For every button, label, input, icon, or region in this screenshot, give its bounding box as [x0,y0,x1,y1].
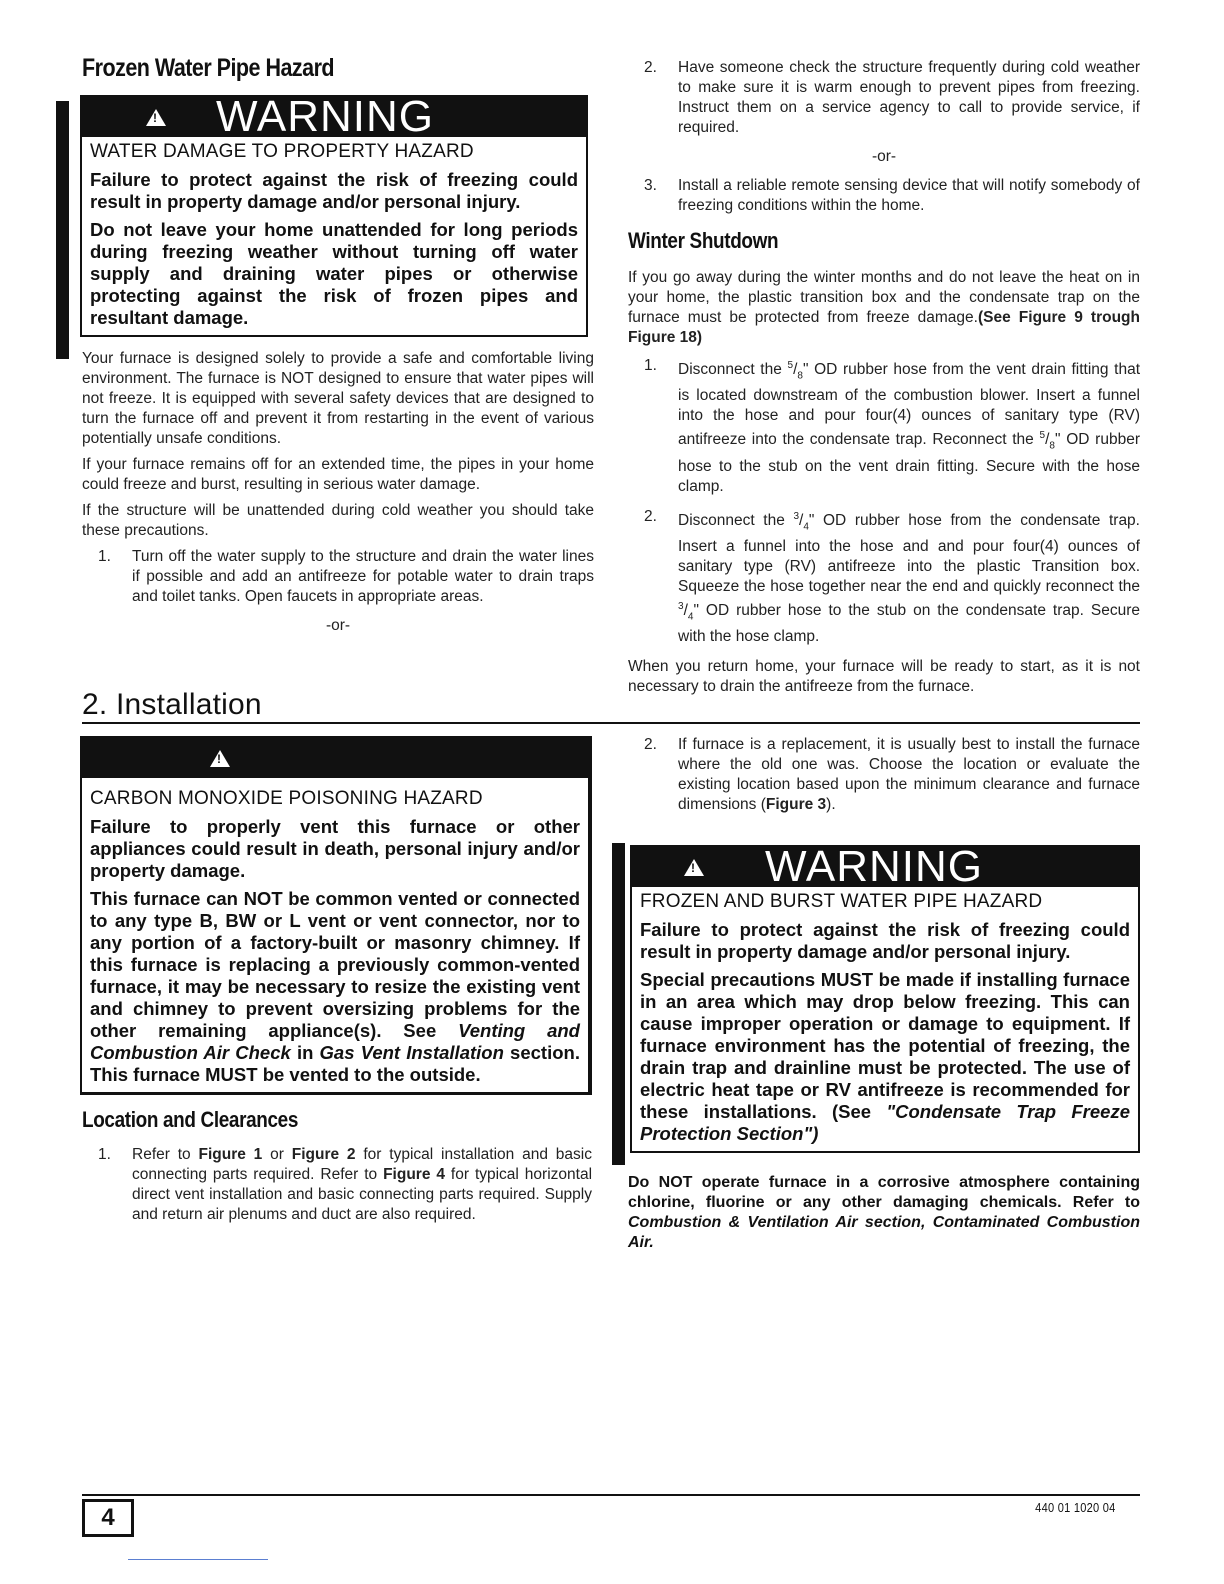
paragraph-furnace-off: If your furnace remains off for an extended time, the pipes in your home could freeze and burst, resulting in serious water damage. [82,456,594,493]
warning-paragraph-2: Do not leave your home unattended for long periods during freezing weather without turning off water supply and draining water pipes or otherwise protecting against the risk of frozen pipes and resultant damage. [90,219,578,328]
winter-shutdown-intro: If you go away during the winter months and do not leave the heat on in your home, the plastic transition box and the condensate trap on the furnace must be protected from freeze damage.(See Figure 9 trough Figure 18) [628,269,1140,346]
winter-shutdown-steps [628,356,1140,647]
precautions-list [82,547,594,607]
warning-sidebar-bar [56,101,69,359]
carbon-monoxide-caution-box [80,736,592,1095]
or-separator: -or- [871,148,897,165]
or-separator: -or- [325,617,351,634]
list-item: 1. Disconnect the $^5/_8$" OD rubber hose from the vent drain fitting that is located downstream of the combustion blower. Insert a funnel into the hose and pour four(4) ounces of sanitary type (RV) antifreeze into the condensate trap. Reconnect the $^5/_8$" OD rubber hose to the stub on the vent drain fitting. Secure with the hose clamp. [644,357,1141,495]
water-damage-warning-box [80,92,588,337]
corrosive-atmosphere-note: Do NOT operate furnace in a corrosive atmosphere containing chlorine, fluorine or any other damaging chemicals. Refer to Combustion & Ventilation Air section, Contaminated Combustion Air. [628,1174,1140,1251]
warning-hazard-title: WATER DAMAGE TO PROPERTY HAZARD [90,141,474,162]
list-item: 2. If furnace is a replacement, it is usually best to install the furnace where the old one was. Choose the location or evaluate the existing location based upon the minimum clearance and furnace dimensions (Figure 3). [644,736,1140,813]
section-rule [82,722,1140,724]
precautions-list-continued-2 [628,176,1140,216]
warning-banner [632,842,1138,891]
caution-hazard-title: CARBON MONOXIDE POISONING HAZARD [90,788,483,809]
warning-sidebar-bar [612,843,625,1165]
caution-banner [82,738,588,778]
precautions-list-continued [628,58,1140,138]
location-steps [82,1145,592,1225]
warning-title: WARNING [215,92,435,141]
right-column-top [628,58,1140,703]
warning-banner [82,92,586,141]
paragraph-furnace-design: Your furnace is designed solely to provide a safe and comfortable living environment. The furnace is NOT designed to ensure that water pipes will not freeze. It is equipped with several safety devices that are designed to turn the furnace off and prevent it from restarting in the event of various potentially unsafe conditions. [82,350,594,447]
frozen-pipe-heading: Frozen Water Pipe Hazard [82,54,335,82]
warning-title: WARNING [764,842,984,891]
caution-paragraph-2: This furnace can NOT be common vented or connected to any type B, BW or L vent or vent connector, nor to any portion of a factory-built or masonry chimney. If this furnace is replacing a previously common-vented furnace, it may be necessary to resize the existing vent and chimney to prevent oversizing problems for the other remaining appliance(s). See Venting and Combustion Air Check in Gas Vent Installation section. This furnace MUST be vented to the outside. [90,888,580,1085]
left-column-top [82,54,594,645]
list-item: 2. Have someone check the structure frequently during cold weather to make sure it is warm enough to prevent pipes from freezing. Instruct them on a service agency to call to provide service, if required. [644,59,1140,136]
footer-rule [82,1494,1140,1496]
winter-shutdown-heading: Winter Shutdown [628,228,779,253]
right-column-bottom [628,735,1140,1259]
page-number: 4 [82,1499,134,1537]
warning-paragraph-2: Special precautions MUST be made if installing furnace in an area which may drop below freezing. This can cause improper operation or damage to equipment. If furnace environment has the potential of freezing, the drain trap and drainline must be protected. The use of electric heat tape or RV antifreeze is recommended for these installations. (See "Condensate Trap Freeze Protection Section") [640,969,1130,1144]
location-steps-continued [628,735,1140,815]
paragraph-unattended: If the structure will be unattended during cold weather you should take these precautions. [82,502,594,539]
list-item: 2. Disconnect the $^3/_4$" OD rubber hose from the condensate trap. Insert a funnel into the hose and and pour four(4) ounces of sanitary type (RV) antifreeze into the plastic Transition box. Squeeze the hose together near the end and quickly reconnect the $^3/_4$" OD rubber hose to the stub on the condensate trap. Secure with the hose clamp. [644,507,1140,645]
decorative-blue-line [128,1559,268,1560]
warning-paragraph-1: Failure to protect against the risk of freezing could result in property damage and/or personal injury. [90,169,578,212]
frozen-burst-warning-box [630,842,1140,1153]
section-title: 2. Installation [82,688,262,721]
document-code: 440 01 1020 04 [1035,1500,1116,1515]
paragraph-return-home: When you return home, your furnace will be ready to start, as it is not necessary to drain the antifreeze from the furnace. [628,658,1140,695]
location-clearances-heading: Location and Clearances [82,1107,299,1132]
list-item: 1. Turn off the water supply to the structure and drain the water lines if possible and add an antifreeze for potable water to drain traps and toilet tanks. Open faucets in appropriate areas. [98,548,594,605]
caution-paragraph-1: Failure to properly vent this furnace or other appliances could result in death, personal injury and/or property damage. [90,816,580,881]
warning-paragraph-1: Failure to protect against the risk of freezing could result in property damage and/or personal injury. [640,919,1130,962]
list-item: 3. Install a reliable remote sensing device that will notify somebody of freezing conditions within the home. [644,177,1140,214]
warning-triangle-icon [210,750,230,767]
list-item: 1. Refer to Figure 1 or Figure 2 for typical installation and basic connecting parts required. Refer to Figure 4 for typical horizontal direct vent installation and basic connecting parts required. Supply and return air plenums and duct are also required. [98,1146,593,1223]
warning-hazard-title: FROZEN AND BURST WATER PIPE HAZARD [640,891,1043,912]
left-column-bottom [80,736,592,1235]
